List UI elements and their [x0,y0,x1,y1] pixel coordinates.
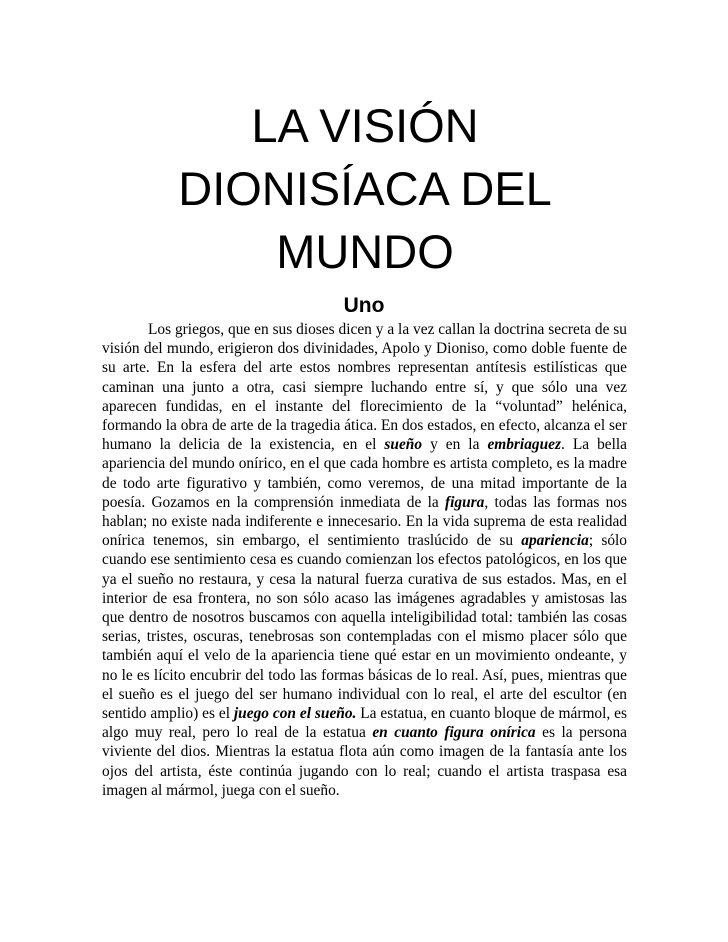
text-run: ; sólo cuando ese sentimiento cesa es cuando comienzan los efectos patológicos, en los que ya el sueño no restaura, y cesa la natural fuerza curativa de sus estados. Mas, en el interior de esa frontera, no son sólo acaso las imágenes agradables y amistosas las que dentro de nosotros buscamos con aquella inteligibilidad total: también las cosas serias, tristes, oscuras, tenebrosas son contempladas con el mismo placer sólo que también aquí el velo de la apariencia tiene qué estar en un movimiento ondeante, y no le es lícito encubrir del todo las formas básicas de lo real. Así, pues, mientras que el sueño es el juego del ser humano individual con lo real, el arte del escultor (en sentido amplio) es el [102,532,627,723]
title-line: DIONISÍACA DEL [178,162,552,215]
title-line: LA VISIÓN [251,99,479,152]
text-run: . La bella apariencia del mundo onírico, en el que cada hombre es artista completo, es la madre de todo arte figurativo y también, como veremos, de una mitad importante de la poesía. Gozamos en la comprensión inmediata de la [102,436,627,511]
emphasis-run: apariencia [521,532,589,550]
emphasis-run: sueño [384,436,423,454]
emphasis-run: embriaguez [487,436,561,454]
text-run: es la persona viviente del dios. Mientras la estatua flota aún como imagen de la fantasía ante los ojos del artista, éste continúa jugando con lo real; cuando el artista traspasa esa imagen al mármol, juega con el sueño. [102,724,627,799]
body-paragraph [102,320,627,800]
page-title [80,94,650,283]
text-run: y en la [422,436,488,454]
text-run: Los griegos, que en sus dioses dicen y a la vez callan la doctrina secreta de su visión del mundo, erigieron dos divinidades, Apolo y Dioniso, como doble fuente de su arte. En la esfera del arte estos nombres representan antítesis estilísticas que caminan una junto a otra, casi siempre luchando entre sí, y que sólo una vez aparecen fundidas, en el instante del florecimiento de la “voluntad” helénica, formando la obra de arte de la tragedia ática. En dos estados, en efecto, alcanza el ser humano la delicia de la existencia, en el [102,321,627,454]
text-run: , todas las formas nos hablan; no existe nada indiferente e innecesario. En la vida suprema de esta realidad onírica tenemos, sin embargo, el sentimiento traslúcido de su [102,493,627,550]
emphasis-run: en cuanto figura onírica [372,724,536,742]
section-heading: Uno [343,294,385,317]
title-line: MUNDO [276,225,454,278]
text-run: La estatua, en cuanto bloque de mármol, es algo muy real, pero lo real de la estatua [102,705,627,742]
emphasis-run: figura [444,493,485,511]
emphasis-run: juego con el sueño. [233,705,357,723]
